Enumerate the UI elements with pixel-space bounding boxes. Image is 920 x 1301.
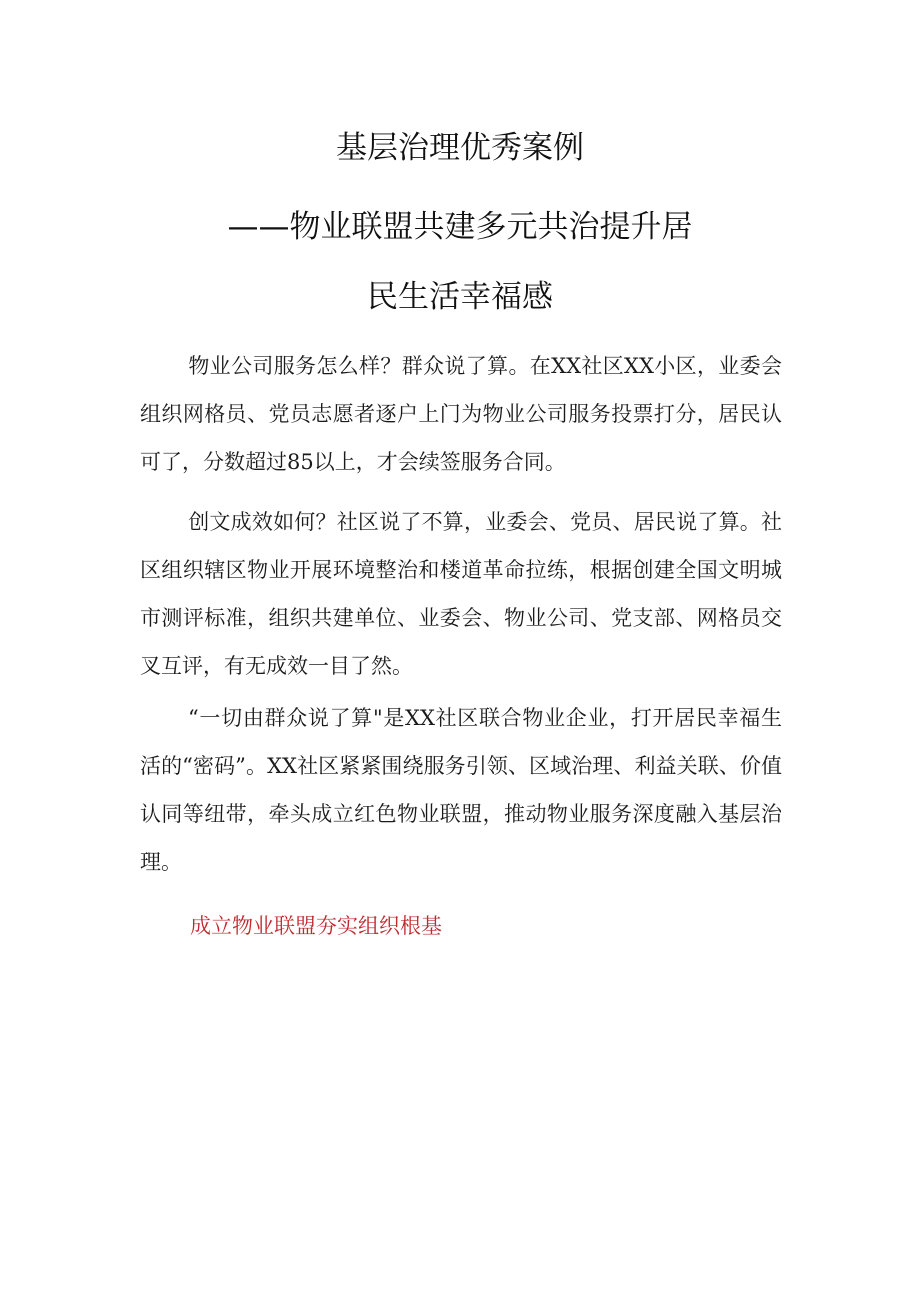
paragraph-1-text: 物业公司服务怎么样？群众说了算。在XX社区XX小区，业委会组织网格员、党员志愿者逐户上门为物业公司服务投票打分，居民认可了，分数超过85以上，才会续签服务合同。 — [140, 354, 782, 474]
paragraph-2 — [140, 498, 782, 690]
title-line-2: ——物业联盟共建多元共治提升居 — [227, 209, 693, 245]
paragraph-3 — [140, 694, 782, 886]
title-line-3: 民生活幸福感 — [367, 279, 553, 315]
paragraph-3-text: “一切由群众说了算"是XX社区联合物业企业，打开居民幸福生活的“密码”。XX社区紧紧围绕服务引领、区域治理、利益关联、价值认同等纽带，牵头成立红色物业联盟，推动物业服务深度融入基层治理。 — [140, 706, 782, 874]
paragraph-2-text: 创文成效如何？社区说了不算，业委会、党员、居民说了算。社区组织辖区物业开展环境整治和楼道革命拉练，根据创建全国文明城市测评标准，组织共建单位、业委会、物业公司、党支部、网格员交叉互评，有无成效一目了然。 — [140, 510, 782, 678]
paragraph-1 — [140, 342, 782, 486]
title-line-1: 基层治理优秀案例 — [336, 130, 584, 166]
section-heading: 成立物业联盟夯实组织根基 — [190, 914, 442, 938]
